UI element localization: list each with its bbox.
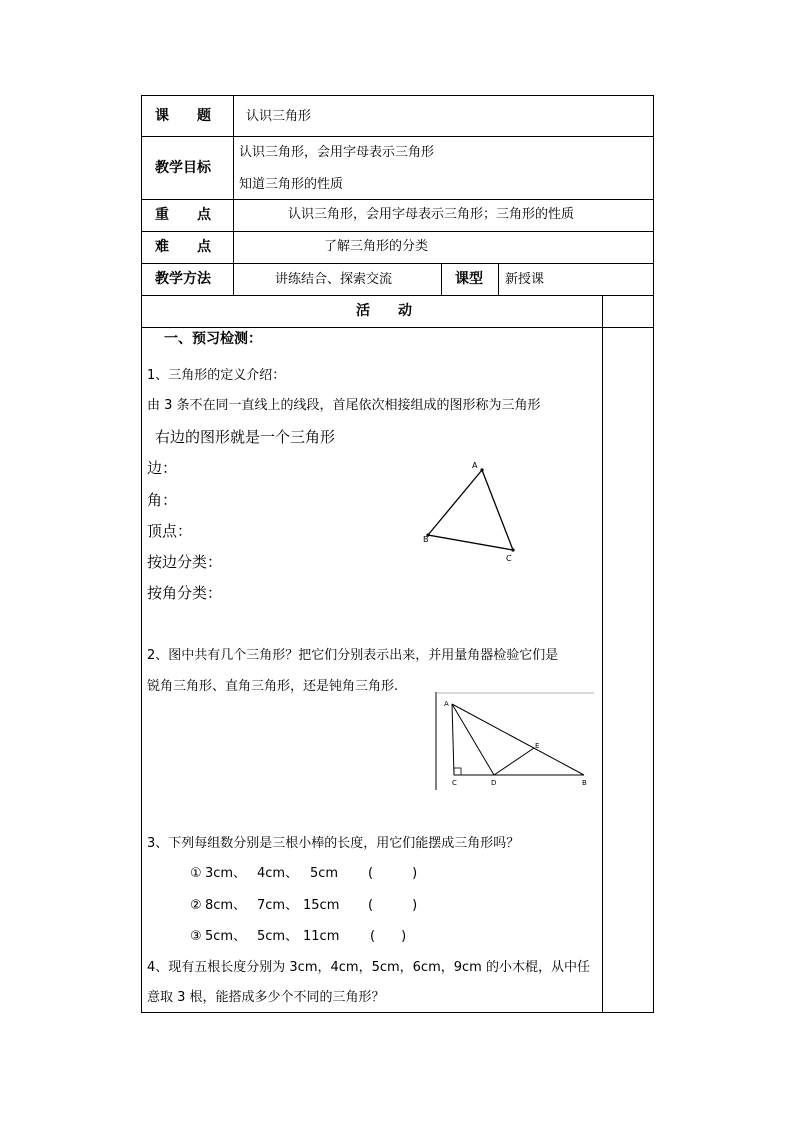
q3-row-a: 3cm、 xyxy=(205,866,247,881)
fig2-c-label: C xyxy=(452,779,457,787)
q3-row-paren: ( ) xyxy=(368,898,418,913)
q3-row-num: ② xyxy=(190,898,202,913)
q3-row-b: 7cm、 xyxy=(257,898,299,913)
q4-line-1: 4、现有五根长度分别为 3cm，4cm，5cm，6cm，9cm 的小木棍，从中任 xyxy=(147,960,590,975)
fig2-a-label: A xyxy=(444,700,449,708)
vertex-label: 顶点： xyxy=(147,522,193,540)
topic-label: 课 题 xyxy=(155,108,211,124)
method-label: 教学方法 xyxy=(155,271,211,287)
vertex-a-label: A xyxy=(472,461,478,470)
q3-row-c: 15cm xyxy=(303,898,340,913)
goals-line-1: 认识三角形，会用字母表示三角形 xyxy=(239,145,435,160)
q3-row-num: ③ xyxy=(190,929,202,944)
vertex-c-label: C xyxy=(506,554,512,563)
key-value: 认识三角形，会用字母表示三角形；三角形的性质 xyxy=(288,207,575,222)
q2-line-1: 2、图中共有几个三角形？把它们分别表示出来，并用量角器检验它们是 xyxy=(147,648,559,663)
by-angle-label: 按角分类： xyxy=(147,584,223,602)
goals-line-2: 知道三角形的性质 xyxy=(239,177,344,192)
triangle-figure-2 xyxy=(434,690,598,794)
q3-row-b: 5cm、 xyxy=(257,929,299,944)
q3-row-c: 5cm xyxy=(310,866,339,881)
q3-row-c: 11cm xyxy=(303,929,340,944)
section-1-title: 一、预习检测： xyxy=(164,331,262,347)
q1-title: 1、三角形的定义介绍： xyxy=(147,368,286,383)
q3-title: 3、下列每组数分别是三根小棒的长度，用它们能摆成三角形吗？ xyxy=(147,836,520,851)
q1-right-figure-note: 右边的图形就是一个三角形 xyxy=(155,428,336,446)
q1-definition: 由 3 条不在同一直线上的线段，首尾依次相接组成的图形称为三角形 xyxy=(147,398,541,413)
type-value: 新授课 xyxy=(505,272,545,287)
key-label: 重 点 xyxy=(155,207,211,223)
q3-row-b: 4cm、 xyxy=(257,866,299,881)
by-side-label: 按边分类： xyxy=(147,553,223,571)
q3-row-paren: ( ) xyxy=(368,866,418,881)
difficult-label: 难 点 xyxy=(155,239,211,255)
type-label: 课型 xyxy=(455,271,483,287)
goals-label: 教学目标 xyxy=(155,160,211,176)
method-value: 讲练结合、探索交流 xyxy=(275,272,393,287)
topic-value: 认识三角形 xyxy=(246,109,312,124)
fig2-b-label: B xyxy=(582,779,587,787)
activity-heading: 活 动 xyxy=(356,303,412,319)
q3-row-a: 8cm、 xyxy=(205,898,247,913)
fig2-d-label: D xyxy=(491,779,497,787)
fig2-e-label: E xyxy=(535,742,540,750)
q2-line-2: 锐角三角形、直角三角形，还是钝角三角形. xyxy=(147,679,399,694)
vertex-b-label: B xyxy=(423,535,429,544)
triangle-abc-figure xyxy=(418,458,528,568)
angle-label: 角： xyxy=(147,491,178,509)
side-label: 边： xyxy=(147,459,178,477)
q3-row-num: ① xyxy=(190,866,202,881)
difficult-value: 了解三角形的分类 xyxy=(324,239,429,254)
q3-row-a: 5cm、 xyxy=(205,929,247,944)
q4-line-2: 意取 3 根，能搭成多少个不同的三角形？ xyxy=(147,990,385,1005)
q3-row-paren: ( ) xyxy=(370,929,407,944)
